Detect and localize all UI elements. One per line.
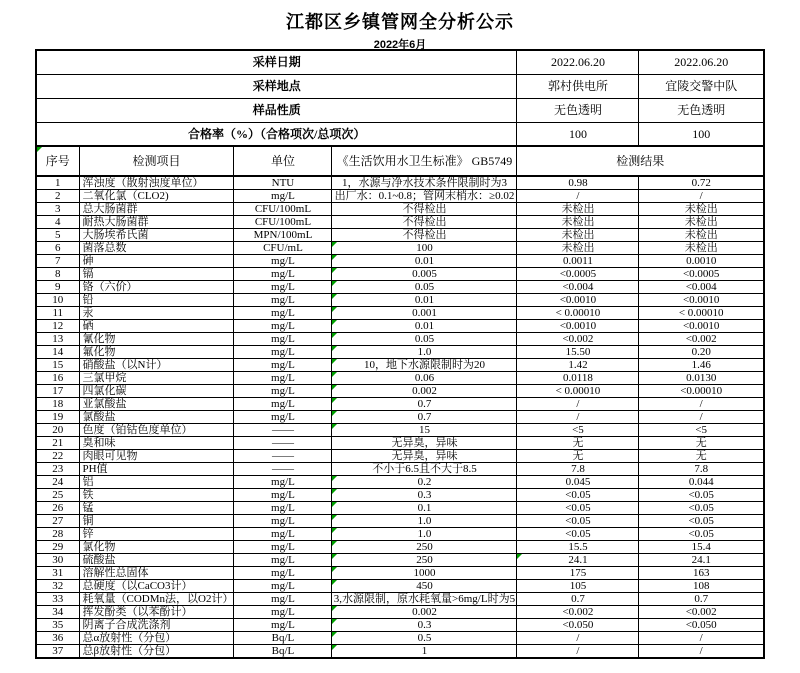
standard-value: 不得检出	[332, 203, 517, 216]
result-1: 105	[517, 580, 639, 593]
unit: mg/L	[234, 606, 332, 619]
table-row	[36, 424, 764, 437]
table-row	[36, 502, 764, 515]
item-name: 亚氯酸盐	[79, 398, 234, 411]
sampling-location-1: 郭村供电所	[517, 74, 639, 98]
unit: mg/L	[234, 593, 332, 606]
row-index: 6	[36, 242, 79, 255]
item-name: 三氯甲烷	[79, 372, 234, 385]
result-2: 24.1	[639, 554, 764, 567]
table-row	[36, 398, 764, 411]
result-2: <0.004	[639, 281, 764, 294]
result-2: /	[639, 645, 764, 659]
row-index: 10	[36, 294, 79, 307]
item-name: 四氯化碳	[79, 385, 234, 398]
row-index: 9	[36, 281, 79, 294]
standard-value: 不小于6.5且不大于8.5	[332, 463, 517, 476]
unit: mg/L	[234, 554, 332, 567]
result-2: 163	[639, 567, 764, 580]
standard-value: 0.05	[332, 333, 517, 346]
row-index: 12	[36, 320, 79, 333]
row-index: 29	[36, 541, 79, 554]
row-index: 32	[36, 580, 79, 593]
result-2: <5	[639, 424, 764, 437]
result-1: /	[517, 411, 639, 424]
result-1: 无	[517, 450, 639, 463]
result-1: 7.8	[517, 463, 639, 476]
row-index: 27	[36, 515, 79, 528]
result-2: < 0.00010	[639, 307, 764, 320]
item-name: 氰化物	[79, 333, 234, 346]
table-row	[36, 515, 764, 528]
result-2: /	[639, 411, 764, 424]
data-rows	[36, 176, 764, 658]
item-name: 溶解性总固体	[79, 567, 234, 580]
standard-value: 450	[332, 580, 517, 593]
table-row	[36, 567, 764, 580]
standard-value: 0.3	[332, 489, 517, 502]
standard-value: 1.0	[332, 528, 517, 541]
row-index: 13	[36, 333, 79, 346]
result-2: <0.0010	[639, 320, 764, 333]
row-index: 17	[36, 385, 79, 398]
result-1: /	[517, 632, 639, 645]
page-title: 江都区乡镇管网全分析公示	[286, 12, 514, 32]
item-name: 挥发酚类（以苯酚计）	[79, 606, 234, 619]
item-name: 氟化物	[79, 346, 234, 359]
row-index: 1	[36, 176, 79, 190]
sample-nature-label: 样品性质	[36, 98, 517, 122]
row-index: 8	[36, 268, 79, 281]
standard-value: 250	[332, 554, 517, 567]
item-name: 锰	[79, 502, 234, 515]
result-1: 0.98	[517, 176, 639, 190]
sampling-location-label: 采样地点	[36, 74, 517, 98]
result-2: <0.0010	[639, 294, 764, 307]
standard-value: 10，地下水源限制时为20	[332, 359, 517, 372]
row-index: 21	[36, 437, 79, 450]
standard-value: 0.002	[332, 385, 517, 398]
unit: mg/L	[234, 541, 332, 554]
result-2: 未检出	[639, 203, 764, 216]
result-2: 1.46	[639, 359, 764, 372]
standard-value: 100	[332, 242, 517, 255]
table-row	[36, 411, 764, 424]
item-name: 菌落总数	[79, 242, 234, 255]
row-index: 28	[36, 528, 79, 541]
standard-value: 1.0	[332, 515, 517, 528]
pass-rate-2: 100	[639, 122, 764, 146]
table-row	[36, 216, 764, 229]
unit: CFU/100mL	[234, 216, 332, 229]
item-name: 总硬度（以CaCO3计）	[79, 580, 234, 593]
table-row	[36, 489, 764, 502]
result-1: 15.50	[517, 346, 639, 359]
unit: mg/L	[234, 307, 332, 320]
row-index: 30	[36, 554, 79, 567]
item-name: 铝	[79, 476, 234, 489]
item-name: 肉眼可见物	[79, 450, 234, 463]
table-row	[36, 203, 764, 216]
table-row	[36, 645, 764, 659]
item-name: 二氧化氯（CLO2)	[79, 190, 234, 203]
row-index: 5	[36, 229, 79, 242]
result-1: <0.05	[517, 502, 639, 515]
result-1: 无	[517, 437, 639, 450]
item-name: 总大肠菌群	[79, 203, 234, 216]
unit: mg/L	[234, 359, 332, 372]
pass-rate-row	[36, 122, 764, 146]
item-name: 氯化物	[79, 541, 234, 554]
result-1: /	[517, 190, 639, 203]
analysis-table	[35, 49, 765, 659]
unit: Bq/L	[234, 645, 332, 659]
result-1: <0.05	[517, 528, 639, 541]
result-2: 无	[639, 450, 764, 463]
standard-value: 0.01	[332, 320, 517, 333]
item-name: 硝酸盐（以N计）	[79, 359, 234, 372]
sample-nature-2: 无色透明	[639, 98, 764, 122]
item-name: 铁	[79, 489, 234, 502]
unit: mg/L	[234, 190, 332, 203]
table-row	[36, 294, 764, 307]
unit: mg/L	[234, 333, 332, 346]
result-1: 175	[517, 567, 639, 580]
row-index: 26	[36, 502, 79, 515]
result-1: 0.0011	[517, 255, 639, 268]
result-2: <0.05	[639, 515, 764, 528]
standard-value: 1	[332, 645, 517, 659]
item-name: 总α放射性（分包）	[79, 632, 234, 645]
result-1: 0.7	[517, 593, 639, 606]
item-name: 色度（铂钴色度单位）	[79, 424, 234, 437]
table-row	[36, 255, 764, 268]
result-2: 未检出	[639, 229, 764, 242]
standard-value: 3,水源限制，原水耗氧量>6mg/L时为5	[333, 593, 516, 605]
standard-value: 0.7	[332, 398, 517, 411]
unit: mg/L	[234, 294, 332, 307]
result-1: 15.5	[517, 541, 639, 554]
sample-info-section	[36, 50, 764, 176]
table-row	[36, 281, 764, 294]
table-row	[36, 359, 764, 372]
item-name: 硒	[79, 320, 234, 333]
col-header-standard: 《生活饮用水卫生标准》 GB5749	[332, 146, 517, 176]
table-row	[36, 176, 764, 190]
table-row	[36, 346, 764, 359]
table-row	[36, 437, 764, 450]
result-2: /	[639, 398, 764, 411]
item-name: 汞	[79, 307, 234, 320]
unit: mg/L	[234, 372, 332, 385]
unit: ——	[234, 424, 332, 437]
sample-nature-1: 无色透明	[517, 98, 639, 122]
result-1: <0.002	[517, 606, 639, 619]
table-row	[36, 372, 764, 385]
row-index: 7	[36, 255, 79, 268]
standard-value: 0.005	[332, 268, 517, 281]
unit: NTU	[234, 176, 332, 190]
unit: mg/L	[234, 528, 332, 541]
col-header-result: 检测结果	[517, 146, 764, 176]
result-2: <0.050	[639, 619, 764, 632]
unit: Bq/L	[234, 632, 332, 645]
unit: mg/L	[234, 567, 332, 580]
row-index: 16	[36, 372, 79, 385]
result-1: 1.42	[517, 359, 639, 372]
standard-value: 0.01	[332, 255, 517, 268]
result-2: <0.002	[639, 333, 764, 346]
result-1: <0.05	[517, 489, 639, 502]
item-name: 阴离子合成洗涤剂	[79, 619, 234, 632]
result-1: 0.045	[517, 476, 639, 489]
row-index: 23	[36, 463, 79, 476]
result-1: < 0.00010	[517, 385, 639, 398]
standard-value: 不得检出	[332, 229, 517, 242]
result-2: 未检出	[639, 216, 764, 229]
row-index: 3	[36, 203, 79, 216]
result-2: 7.8	[639, 463, 764, 476]
table-row	[36, 450, 764, 463]
unit: mg/L	[234, 411, 332, 424]
standard-value: 1，水源与净水技术条件限制时为3	[332, 176, 517, 190]
unit: ——	[234, 437, 332, 450]
unit: mg/L	[234, 489, 332, 502]
result-1: <0.050	[517, 619, 639, 632]
item-name: 砷	[79, 255, 234, 268]
result-1: 未检出	[517, 242, 639, 255]
unit: mg/L	[234, 619, 332, 632]
result-2: 0.72	[639, 176, 764, 190]
table-row	[36, 320, 764, 333]
standard-value: 0.2	[332, 476, 517, 489]
result-1: < 0.00010	[517, 307, 639, 320]
item-name: 臭和味	[79, 437, 234, 450]
sampling-location-row	[36, 74, 764, 98]
result-1: <5	[517, 424, 639, 437]
result-2: 0.0130	[639, 372, 764, 385]
row-index: 37	[36, 645, 79, 659]
pass-rate-label: 合格率（%）（合格项次/总项次）	[36, 122, 517, 146]
standard-value: 0.001	[332, 307, 517, 320]
row-index: 19	[36, 411, 79, 424]
row-index: 11	[36, 307, 79, 320]
result-2: 0.7	[639, 593, 764, 606]
standard-value: 15	[332, 424, 517, 437]
result-1: <0.0010	[517, 320, 639, 333]
sampling-date-1: 2022.06.20	[517, 50, 639, 74]
row-index: 36	[36, 632, 79, 645]
table-row	[36, 385, 764, 398]
result-2: 0.044	[639, 476, 764, 489]
standard-value: 出厂水：0.1~0.8；管网末梢水：≥0.02	[332, 190, 517, 203]
col-header-unit: 单位	[234, 146, 332, 176]
row-index: 2	[36, 190, 79, 203]
item-name: PH值	[79, 463, 234, 476]
result-1: <0.002	[517, 333, 639, 346]
table-row	[36, 190, 764, 203]
table-row	[36, 554, 764, 567]
item-name: 耗氧量（CODMn法，以O2计）	[79, 593, 234, 606]
item-name: 耐热大肠菌群	[79, 216, 234, 229]
unit: CFU/100mL	[234, 203, 332, 216]
result-1: 未检出	[517, 229, 639, 242]
unit: mg/L	[234, 281, 332, 294]
unit: ——	[234, 463, 332, 476]
table-row	[36, 541, 764, 554]
row-index: 25	[36, 489, 79, 502]
standard-value: 1000	[332, 567, 517, 580]
row-index: 18	[36, 398, 79, 411]
table-row	[36, 476, 764, 489]
standard-value: 0.06	[332, 372, 517, 385]
result-1: <0.0010	[517, 294, 639, 307]
result-1: /	[517, 398, 639, 411]
result-1: <0.0005	[517, 268, 639, 281]
item-name: 大肠埃希氏菌	[79, 229, 234, 242]
result-1: <0.004	[517, 281, 639, 294]
result-2: 无	[639, 437, 764, 450]
unit: mg/L	[234, 255, 332, 268]
item-name: 镉	[79, 268, 234, 281]
row-index: 4	[36, 216, 79, 229]
standard-value: 250	[332, 541, 517, 554]
unit: mg/L	[234, 502, 332, 515]
unit: MPN/100mL	[234, 229, 332, 242]
table-row	[36, 606, 764, 619]
standard-value: 0.05	[332, 281, 517, 294]
row-index: 15	[36, 359, 79, 372]
item-name: 锌	[79, 528, 234, 541]
column-header-row	[36, 146, 764, 176]
row-index: 31	[36, 567, 79, 580]
row-index: 20	[36, 424, 79, 437]
result-1: 未检出	[517, 203, 639, 216]
result-1: /	[517, 645, 639, 659]
table-row	[36, 333, 764, 346]
table-row	[36, 307, 764, 320]
sample-nature-row	[36, 98, 764, 122]
sampling-date-label: 采样日期	[36, 50, 517, 74]
sampling-date-row	[36, 50, 764, 74]
row-index: 22	[36, 450, 79, 463]
table-row	[36, 528, 764, 541]
result-1: 0.0118	[517, 372, 639, 385]
item-name: 铬（六价）	[79, 281, 234, 294]
standard-value: 0.7	[332, 411, 517, 424]
standard-value: 1.0	[332, 346, 517, 359]
table-row	[36, 268, 764, 281]
unit: mg/L	[234, 398, 332, 411]
unit: ——	[234, 450, 332, 463]
table-row	[36, 632, 764, 645]
row-index: 34	[36, 606, 79, 619]
result-2: 15.4	[639, 541, 764, 554]
result-2: /	[639, 190, 764, 203]
page-subtitle: 2022年6月	[373, 39, 427, 51]
unit: mg/L	[234, 320, 332, 333]
standard-value: 0.01	[332, 294, 517, 307]
result-1: 24.1	[517, 554, 639, 567]
table-row	[36, 593, 764, 606]
row-index: 24	[36, 476, 79, 489]
result-2: <0.05	[639, 528, 764, 541]
unit: mg/L	[234, 385, 332, 398]
table-row	[36, 619, 764, 632]
standard-value: 无异臭，异味	[332, 437, 517, 450]
unit: mg/L	[234, 346, 332, 359]
result-1: 未检出	[517, 216, 639, 229]
unit: mg/L	[234, 476, 332, 489]
result-2: <0.002	[639, 606, 764, 619]
standard-value: 0.002	[332, 606, 517, 619]
row-index: 14	[36, 346, 79, 359]
result-2: 0.0010	[639, 255, 764, 268]
result-1: <0.05	[517, 515, 639, 528]
standard-value: 0.5	[332, 632, 517, 645]
pass-rate-1: 100	[517, 122, 639, 146]
item-name: 硫酸盐	[79, 554, 234, 567]
result-2: /	[639, 632, 764, 645]
result-2: <0.0005	[639, 268, 764, 281]
standard-value: 无异臭，异味	[332, 450, 517, 463]
row-index: 35	[36, 619, 79, 632]
table-row	[36, 242, 764, 255]
sampling-location-2: 宜陵交警中队	[639, 74, 764, 98]
result-2: <0.05	[639, 502, 764, 515]
table-row	[36, 463, 764, 476]
item-name: 总β放射性（分包）	[79, 645, 234, 659]
item-name: 氯酸盐	[79, 411, 234, 424]
unit: mg/L	[234, 580, 332, 593]
standard-value: 0.1	[332, 502, 517, 515]
col-header-no: 序号	[36, 146, 79, 176]
unit: mg/L	[234, 515, 332, 528]
table-row	[36, 580, 764, 593]
sampling-date-2: 2022.06.20	[639, 50, 764, 74]
unit: mg/L	[234, 268, 332, 281]
result-2: 未检出	[639, 242, 764, 255]
table-row	[36, 229, 764, 242]
result-2: 0.20	[639, 346, 764, 359]
standard-value: 不得检出	[332, 216, 517, 229]
standard-value: 0.3	[332, 619, 517, 632]
col-header-item: 检测项目	[79, 146, 234, 176]
result-2: <0.05	[639, 489, 764, 502]
unit: CFU/mL	[234, 242, 332, 255]
result-2: 108	[639, 580, 764, 593]
result-2: <0.00010	[639, 385, 764, 398]
item-name: 浑浊度（散射浊度单位）	[79, 176, 234, 190]
item-name: 铜	[79, 515, 234, 528]
row-index: 33	[36, 593, 79, 606]
item-name: 铅	[79, 294, 234, 307]
